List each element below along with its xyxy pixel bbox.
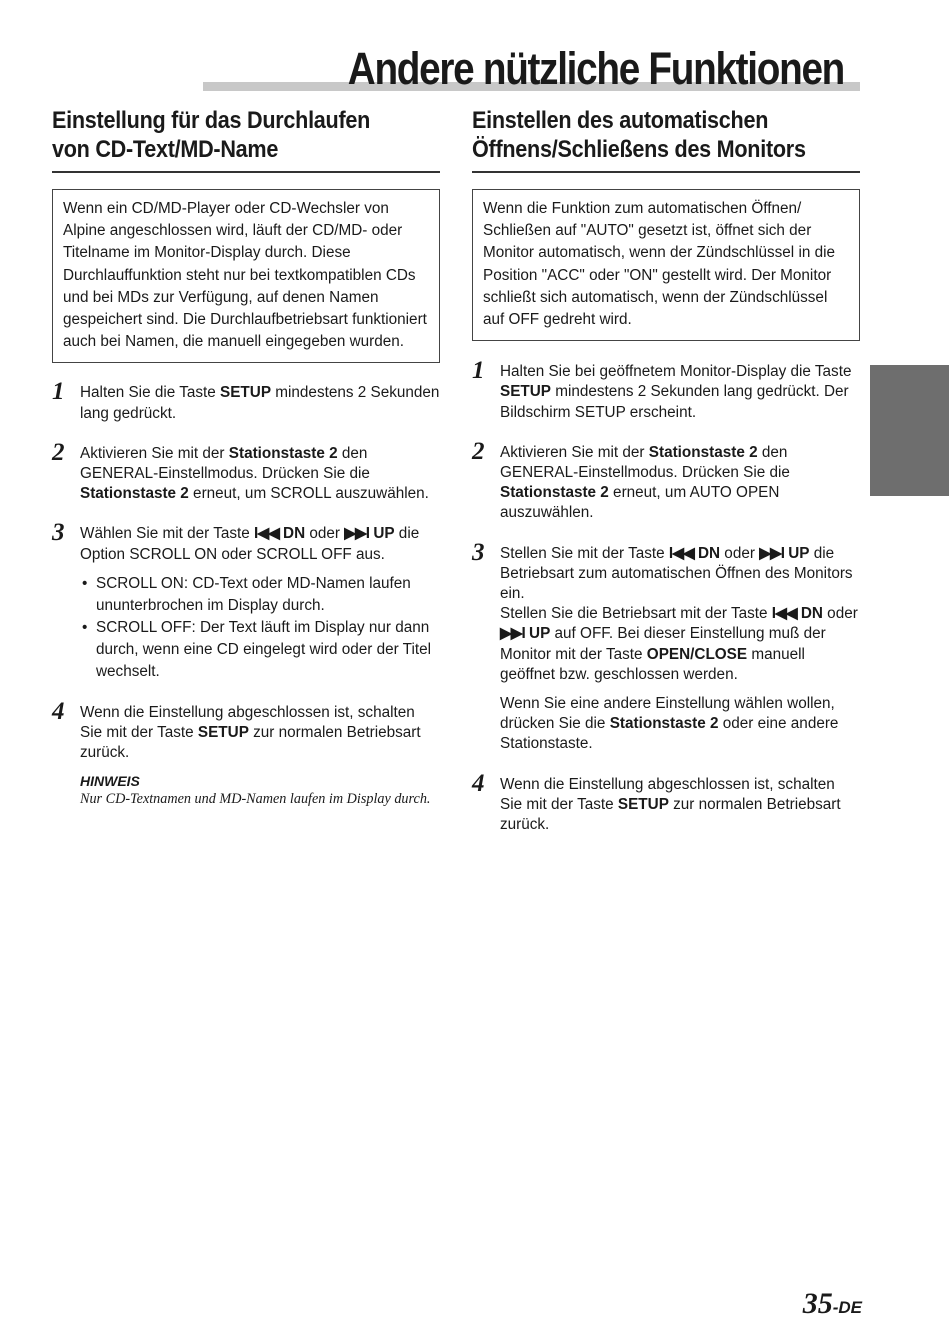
step-text: den GENERAL-Einstellmodus. Drücken Sie die	[80, 444, 370, 483]
steps-list	[52, 378, 440, 809]
step-3	[472, 538, 860, 755]
step-text: Stellen Sie die Betriebsart mit der Taste	[500, 605, 772, 623]
heading-line: Einstellen des automatischen	[472, 107, 769, 134]
step-text: Halten Sie die Taste	[80, 384, 221, 402]
step-text: Wenn die Einstellung abgeschlossen ist, schalten Sie mit der Taste	[500, 775, 835, 813]
step-2	[52, 438, 440, 505]
button-name: UP	[529, 625, 551, 643]
button-name: DN	[283, 525, 306, 543]
previous-track-icon: I◀◀	[254, 525, 279, 543]
step-text: erneut, um AUTO OPEN auszuwählen.	[500, 484, 780, 522]
right-column	[472, 106, 860, 835]
bullet-dot-icon: •	[82, 574, 88, 592]
heading-rule	[472, 171, 860, 173]
step-number: 3	[52, 519, 65, 547]
button-name: SETUP	[617, 795, 669, 813]
bullet-dot-icon: •	[82, 618, 88, 636]
heading-rule	[52, 171, 440, 173]
step-text: manuell geöffnet bzw. geschlossen werden.	[500, 645, 805, 683]
page-title: Andere nützliche Funktionen	[347, 43, 844, 94]
button-name: SETUP	[220, 384, 272, 402]
intro-box: Wenn ein CD/MD-Player oder CD-Wechsler von Alpine angeschlossen wird, läuft der CD/MD- oder Titelname im Monitor-Display durch. Diese Durchlauffunktion steht nur bei textkompatiblen CDs und bei MDs zur Verfügung, auf denen Namen gespeichert sind. Die Durchlaufbetriebsart funktioniert auch bei Namen, die manuell eingegeben wurden.	[52, 189, 440, 363]
button-name: UP	[373, 525, 395, 543]
page-number	[803, 1286, 862, 1326]
step-text: Stellen Sie mit der Taste	[500, 544, 669, 562]
heading-line: Öffnens/Schließens des Monitors	[472, 136, 806, 163]
note-text: Nur CD-Textnamen und MD-Namen laufen im Display durch.	[80, 791, 431, 808]
step-text: oder	[822, 605, 858, 623]
note-label: HINWEIS	[80, 773, 140, 790]
step-text: Wählen Sie mit der Taste	[80, 525, 255, 543]
step-1	[52, 378, 440, 423]
step-3	[52, 519, 440, 682]
step-text: Halten Sie bei geöffnetem Monitor-Display die Taste	[500, 363, 852, 381]
step-text: zur normalen Betriebsart zurück.	[500, 795, 841, 834]
intro-box: Wenn die Funktion zum automatischen Öffnen/ Schließen auf "AUTO" gesetzt ist, öffnet sich der Monitor automatisch, wenn der Zündschlüssel in die Position "ACC" oder "ON" gestellt wird. Der Monitor schließt sich automatisch, wenn der Zündschlüssel auf OFF gedreht wird.	[472, 189, 860, 341]
step-text: mindestens 2 Sekunden lang gedrückt. Der Bildschirm SETUP erscheint.	[500, 383, 849, 421]
step-text: mindestens 2 Sekunden lang gedrückt.	[80, 384, 440, 422]
button-name: UP	[788, 544, 810, 562]
step-text: erneut, um SCROLL auszuwählen.	[188, 485, 429, 503]
button-name: DN	[800, 605, 823, 623]
bullet-item	[80, 573, 440, 617]
button-name: OPEN/CLOSE	[646, 645, 748, 663]
step-text: oder	[305, 525, 345, 543]
step-text: die Option SCROLL ON oder SCROLL OFF aus.	[80, 525, 420, 563]
step-text: oder eine andere Stationstaste.	[500, 715, 839, 753]
bullet-text: SCROLL OFF: Der Text läuft im Display nur dann durch, wenn eine CD eingelegt wird oder der Titel wechselt.	[96, 618, 432, 680]
next-track-icon: ▶▶I	[500, 625, 525, 643]
button-name: Stationstaste 2	[228, 444, 338, 462]
step-number: 3	[472, 538, 485, 566]
section-heading-monitor	[472, 106, 859, 164]
step-text: zur normalen Betriebsart zurück.	[80, 724, 421, 762]
step-4	[472, 769, 860, 836]
previous-track-icon: I◀◀	[771, 605, 797, 623]
step-number: 1	[472, 357, 485, 385]
button-name: DN	[697, 544, 721, 562]
step-4	[52, 697, 440, 810]
step-text: Aktivieren Sie mit der	[500, 443, 649, 461]
step-number: 4	[472, 769, 485, 797]
heading-line: von CD-Text/MD-Name	[52, 136, 279, 163]
section-heading-scroll	[52, 106, 439, 164]
step-number: 2	[52, 438, 65, 466]
step-number: 2	[472, 437, 485, 465]
step-subparagraph	[500, 694, 860, 755]
page-language-suffix: -DE	[832, 1298, 862, 1317]
left-column	[52, 106, 440, 809]
chapter-side-tab	[870, 365, 949, 496]
bullet-list	[80, 573, 440, 683]
steps-list	[472, 357, 860, 835]
step-1	[472, 357, 860, 423]
step-text: Wenn die Einstellung abgeschlossen ist, schalten Sie mit der Taste	[80, 703, 415, 742]
button-name: Stationstaste 2	[648, 443, 758, 461]
step-text: Aktivieren Sie mit der	[80, 444, 229, 462]
bullet-item	[80, 617, 440, 683]
step-text: den GENERAL-Einstellmodus. Drücken Sie die	[500, 443, 790, 482]
step-number: 1	[52, 378, 65, 406]
button-name: Stationstaste 2	[500, 484, 609, 502]
next-track-icon: ▶▶I	[344, 525, 370, 543]
bullet-text: SCROLL ON: CD-Text oder MD-Namen laufen ununterbrochen im Display durch.	[96, 574, 411, 614]
step-text: auf OFF. Bei dieser Einstellung muß der Monitor mit der Taste	[500, 625, 826, 663]
button-name: SETUP	[500, 383, 551, 401]
button-name: Stationstaste 2	[80, 485, 189, 503]
step-text: Wenn Sie eine andere Einstellung wählen wollen, drücken Sie die	[500, 695, 835, 733]
step-text: die Betriebsart zum automatischen Öffnen des Monitors ein.	[500, 544, 853, 603]
button-name: Stationstaste 2	[609, 715, 719, 733]
previous-track-icon: I◀◀	[668, 544, 694, 562]
step-number: 4	[52, 697, 65, 725]
step-text: oder	[720, 544, 760, 562]
step-2	[472, 437, 860, 524]
next-track-icon: ▶▶I	[759, 544, 784, 562]
heading-line: Einstellung für das Durchlaufen	[52, 107, 371, 134]
page-number-value: 35	[802, 1287, 833, 1320]
button-name: SETUP	[197, 724, 249, 742]
